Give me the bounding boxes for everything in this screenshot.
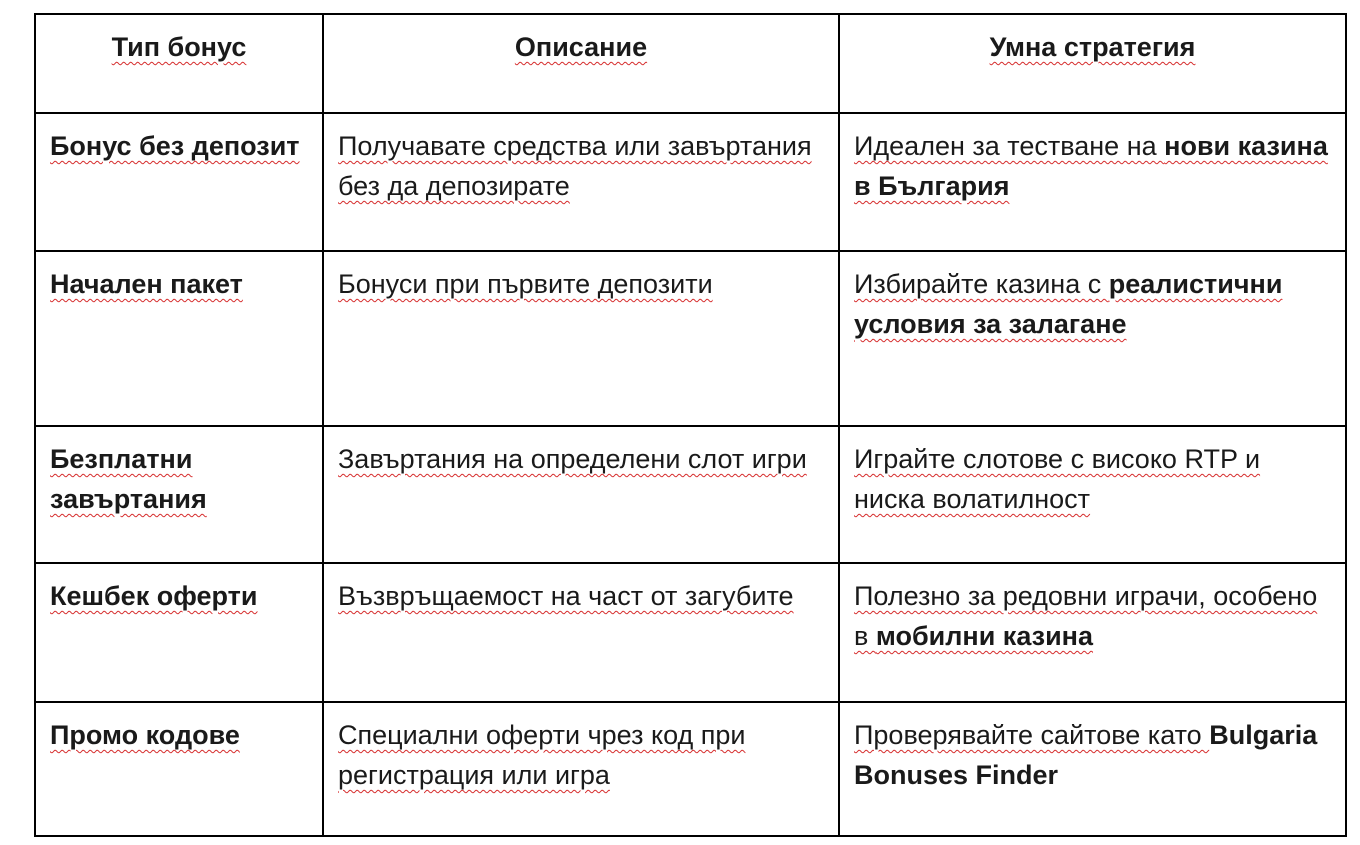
cell-strategy: Играйте слотове с високо RTP и ниска волатилност — [839, 426, 1346, 563]
cell-description: Получавате средства или завъртания без да депозирате — [323, 113, 839, 251]
table-header-row — [35, 14, 1346, 113]
cell-type: Безплатни завъртания — [35, 426, 323, 563]
cell-description: Възвръщаемост на част от загубите — [323, 563, 839, 702]
cell-strategy: Избирайте казина с реалистични условия за залагане — [839, 251, 1346, 426]
cell-type: Начален пакет — [35, 251, 323, 426]
table-row — [35, 251, 1346, 426]
table-row — [35, 426, 1346, 563]
header-description: Описание — [323, 14, 839, 113]
header-type: Тип бонус — [35, 14, 323, 113]
cell-type: Кешбек оферти — [35, 563, 323, 702]
cell-description: Бонуси при първите депозити — [323, 251, 839, 426]
cell-description: Специални оферти чрез код при регистрация или игра — [323, 702, 839, 836]
cell-strategy: Проверявайте сайтове като Bulgaria Bonuses Finder — [839, 702, 1346, 836]
bonus-table — [34, 13, 1347, 837]
cell-description: Завъртания на определени слот игри — [323, 426, 839, 563]
table-row — [35, 702, 1346, 836]
cell-strategy: Идеален за тестване на нови казина в България — [839, 113, 1346, 251]
cell-type: Бонус без депозит — [35, 113, 323, 251]
table-row — [35, 563, 1346, 702]
cell-type: Промо кодове — [35, 702, 323, 836]
header-strategy: Умна стратегия — [839, 14, 1346, 113]
cell-strategy: Полезно за редовни играчи, особено в мобилни казина — [839, 563, 1346, 702]
table-row — [35, 113, 1346, 251]
